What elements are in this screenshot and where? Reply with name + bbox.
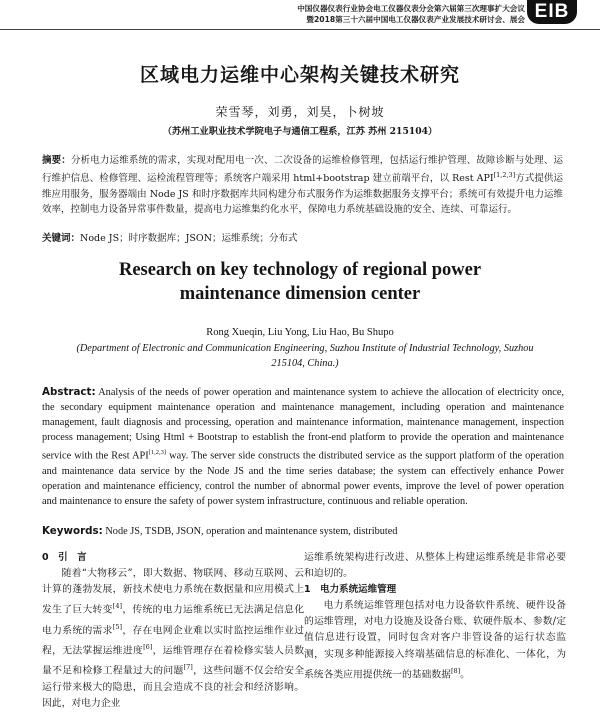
citation-4: [4]: [112, 602, 122, 611]
keywords-cn-text: Node JS；时序数据库；JSON；运维系统；分布式: [80, 233, 298, 244]
abstract-en-label: Abstract:: [42, 386, 96, 398]
section-1-paragraph: [304, 598, 566, 683]
section-1-text: 电力系统运维管理包括对电力设备软件系统、硬件设备的运维管理，对电力设施及设备台账、软硬件版本、参数/定值信息进行设置，同时包含对客户非管设备的运行状态监测，实现多种能源接入终端基础信息的标准化、一体化，为系统各类应用提供统一的基础数据: [304, 600, 566, 680]
section-1-text-end: 。: [460, 668, 470, 680]
affiliation-en: (Department of Electronic and Communication Engineering, Suzhou Institute of Industrial Technology, Suzhou 215104, China.): [76, 343, 534, 369]
section-1-heading: 1 电力系统运维管理: [304, 584, 397, 596]
header-divider: [0, 29, 600, 30]
section-0-text-e: ，这些问题不仅会给安全运行带来极大的隐患，而且会造成不良的社会和经济影响。因此，对电力企业: [42, 665, 305, 709]
section-0-text-b: ，传统的电力运维系统已无法满足信息化电力系统的需求: [42, 604, 305, 636]
affiliation-cn: （苏州工业职业技术学院电子与通信工程系，江苏 苏州 215104）: [162, 126, 438, 137]
abstract-cn: [42, 153, 563, 217]
authors-en: Rong Xueqin, Liu Yong, Liu Hao, Bu Shupo: [206, 327, 394, 338]
abstract-en-text-2: way. The server side constructs the distributed service as the support platform of the operation and maintenance data service by the Node JS and the time series database; the system can effectively enhance Power operation and maintenance efficiency, control the number of abnormal power events, improve the level of power operation and maintenance to ensure the safety of power system infrastructure, continuous and reliable operation.: [42, 450, 565, 508]
keywords-cn-label: 关键词：: [42, 233, 81, 244]
body-right-column: [304, 550, 566, 683]
right-column-continuation: 运维系统架构进行改进、从整体上构建运维系统是非常必要和迫切的。: [304, 552, 566, 580]
citation-8: [8]: [450, 666, 461, 675]
journal-header-line2: 暨2018第三十六届中国电工仪器仪表产业发展技术研讨会、展会: [306, 15, 525, 24]
journal-logo: EIB: [527, 0, 577, 24]
keywords-en-label: Keywords:: [42, 525, 103, 537]
paper-title-en-line1: Research on key technology of regional power: [118, 260, 482, 280]
abstract-en-text-1: Analysis of the needs of power operation and maintenance system to achieve the allocation of electricity once, the secondary equipment maintenance operation and maintenance management, including operation and maintenance management, fault diagnosis and processing, operation and maintenance information, maintenance management, inspection process management; Using Html + Bootstrap to establish the front-end platform to provide the operation and maintenance service with the Rest API: [42, 387, 564, 462]
abstract-cn-label: 摘要：: [42, 155, 71, 166]
journal-header-line1: 中国仪器仪表行业协会电工仪器仪表分会第六届第三次理事扩大会议: [297, 4, 525, 13]
citation-5: [5]: [112, 622, 122, 631]
body-left-column: [42, 550, 304, 712]
section-0-heading: 0 引 言: [42, 552, 87, 563]
abstract-en: [42, 385, 564, 509]
section-0-text-d: ，运维管理存在着检修实装人员数量不足和检修工程量过大的问题: [42, 645, 305, 677]
abstract-cn-ref: [1,2,3]: [493, 171, 516, 180]
abstract-cn-text-1: 分析电力运维系统的需求，实现对配用电一次、二次设备的运维检修管理，包括运行维护管理、故障诊断与处理、运行维护信息、检修管理、运检流程管理等；系统客户端采用 html+bootstrap 建立前端平台，以 Rest API: [42, 155, 563, 185]
keywords-en: [42, 525, 564, 537]
section-0-text-a: 随着“大物移云”，即大数据、物联网、移动互联网、云计算的蓬勃发展，新技术使电力系统在数据量和应用模式上发生了巨大转变: [42, 568, 304, 616]
paper-title-cn: 区域电力运维中心架构关键技术研究: [139, 64, 460, 86]
section-0-text-c: ，存在电网企业难以实时监控运维作业过程，无法掌握运维进度: [42, 624, 305, 657]
abstract-en-ref: [1,2,3]: [148, 449, 167, 457]
paper-title-en: [0, 258, 600, 306]
authors-cn: 荣雪琴，刘勇，刘昊，卜树坡: [215, 105, 385, 119]
keywords-en-text: Node JS, TSDB, JSON, operation and maintenance system, distributed: [102, 526, 398, 537]
abstract-cn-text-2: 方式提供运维应用服务，服务器端由 Node JS 和时序数据库共同构建分布式服务作为运维数据服务支撑平台；系统可有效提升电力运维效率，控制电力设备异常事件数量，提高电力运维集约化水平，保障电力系统基础设施的安全、连续、可靠运行。: [42, 173, 563, 216]
section-0-paragraph: [42, 566, 304, 712]
citation-7: [7]: [183, 663, 193, 672]
citation-6: [6]: [143, 643, 153, 651]
paper-title-en-line2: maintenance dimension center: [179, 284, 421, 304]
keywords-cn: [42, 230, 563, 244]
